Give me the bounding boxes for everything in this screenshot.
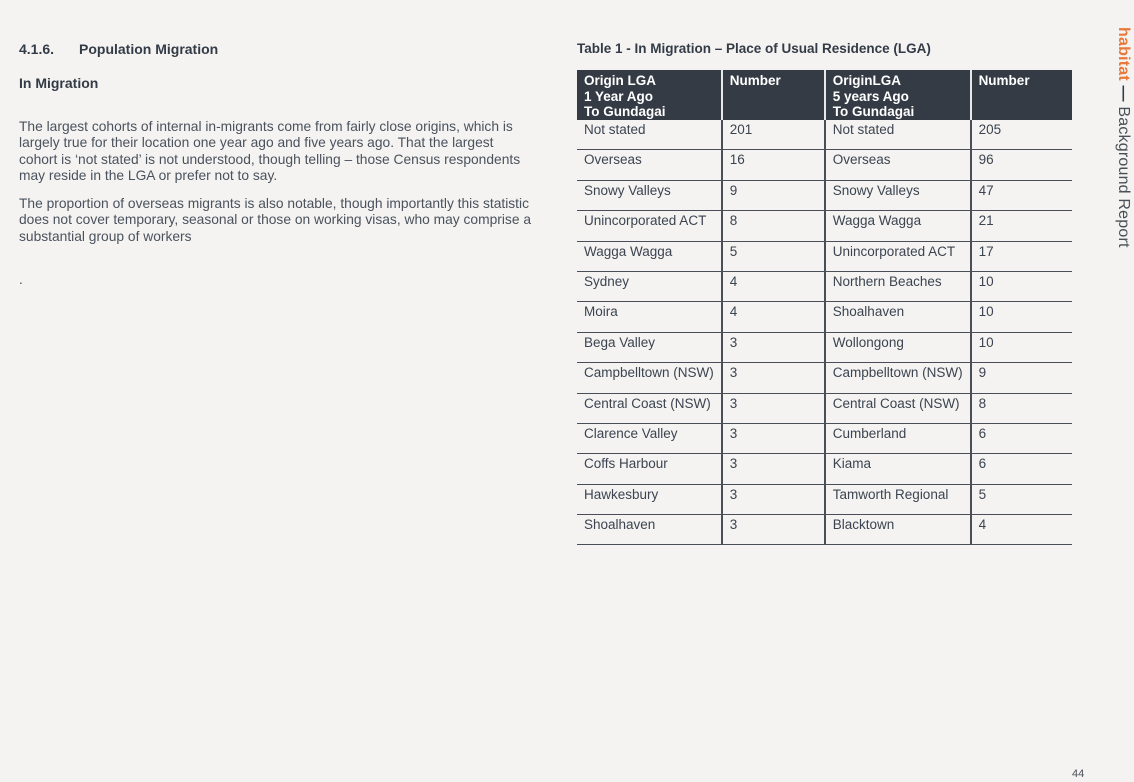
table-row [577,332,1072,362]
table-row [577,363,1072,393]
number-5-years: 47 [971,180,1072,210]
origin-1-year: Unincorporated ACT [577,211,722,241]
origin-1-year: Central Coast (NSW) [577,393,722,423]
number-1-year: 8 [722,211,825,241]
table-row [577,454,1072,484]
table-row [577,423,1072,453]
number-5-years: 5 [971,484,1072,514]
origin-5-years: Northern Beaches [825,271,971,301]
brand-name: habitat [1115,27,1132,81]
table-row [577,302,1072,332]
page-number: 44 [1072,768,1085,780]
origin-1-year: Overseas [577,150,722,180]
section-title: Population Migration [79,41,219,57]
origin-5-years: Tamworth Regional [825,484,971,514]
stray-mark: . [19,272,23,287]
subheading: In Migration [19,75,99,91]
number-1-year: 3 [722,515,825,545]
section-number: 4.1.6. [19,41,55,57]
origin-5-years: Unincorporated ACT [825,241,971,271]
number-1-year: 4 [722,302,825,332]
paragraph-cohorts: The largest cohorts of internal in-migrants come from fairly close origins, which is largely true for their location one year ago and five years ago. That the largest cohort is ‘not stated’ is not understood, though telling – those Census respondents may reside in the LGA or prefer not to say. [19,118,521,184]
paragraph-overseas: The proportion of overseas migrants is also notable, though importantly this statistic does not cover temporary, seasonal or those on working visas, who may comprise a substantial group of workers [19,195,532,244]
number-5-years: 205 [971,120,1072,150]
origin-5-years: Shoalhaven [825,302,971,332]
number-5-years: 6 [971,454,1072,484]
number-1-year: 201 [722,120,825,150]
header-origin-5-years: OriginLGA 5 years Ago To Gundagai [825,70,971,120]
origin-1-year: Wagga Wagga [577,241,722,271]
header-origin-1-year: Origin LGA 1 Year Ago To Gundagai [577,70,722,120]
origin-5-years: Campbelltown (NSW) [825,363,971,393]
origin-1-year: Hawkesbury [577,484,722,514]
number-1-year: 5 [722,241,825,271]
table-row [577,515,1072,545]
origin-5-years: Wagga Wagga [825,211,971,241]
origin-1-year: Sydney [577,271,722,301]
number-5-years: 10 [971,302,1072,332]
origin-5-years: Snowy Valleys [825,180,971,210]
side-brand [1114,27,1132,248]
table-caption: Table 1 - In Migration – Place of Usual Residence (LGA) [577,41,931,56]
origin-1-year: Snowy Valleys [577,180,722,210]
origin-1-year: Coffs Harbour [577,454,722,484]
table-row [577,120,1072,150]
number-5-years: 17 [971,241,1072,271]
origin-5-years: Kiama [825,454,971,484]
origin-1-year: Moira [577,302,722,332]
header-number-1-year: Number [722,70,825,120]
number-1-year: 9 [722,180,825,210]
origin-5-years: Cumberland [825,423,971,453]
number-1-year: 3 [722,484,825,514]
origin-1-year: Bega Valley [577,332,722,362]
origin-5-years: Central Coast (NSW) [825,393,971,423]
origin-5-years: Not stated [825,120,971,150]
number-1-year: 3 [722,393,825,423]
table-row [577,484,1072,514]
report-title: Background Report [1115,106,1132,248]
number-1-year: 4 [722,271,825,301]
number-5-years: 9 [971,363,1072,393]
table-row [577,180,1072,210]
number-5-years: 10 [971,271,1072,301]
origin-1-year: Campbelltown (NSW) [577,363,722,393]
number-1-year: 3 [722,363,825,393]
number-5-years: 6 [971,423,1072,453]
number-1-year: 3 [722,423,825,453]
table-row [577,211,1072,241]
header-number-5-years: Number [971,70,1072,120]
number-5-years: 10 [971,332,1072,362]
origin-1-year: Not stated [577,120,722,150]
number-5-years: 96 [971,150,1072,180]
number-1-year: 3 [722,454,825,484]
origin-5-years: Blacktown [825,515,971,545]
number-1-year: 16 [722,150,825,180]
table-row [577,393,1072,423]
number-5-years: 8 [971,393,1072,423]
brand-dash: — [1115,85,1132,102]
migration-table [577,70,1072,545]
table-row [577,241,1072,271]
section-heading [19,41,218,57]
table-header-row [577,70,1072,120]
origin-5-years: Wollongong [825,332,971,362]
number-1-year: 3 [722,332,825,362]
number-5-years: 21 [971,211,1072,241]
table-row [577,271,1072,301]
number-5-years: 4 [971,515,1072,545]
table-row [577,150,1072,180]
origin-1-year: Shoalhaven [577,515,722,545]
origin-1-year: Clarence Valley [577,423,722,453]
origin-5-years: Overseas [825,150,971,180]
